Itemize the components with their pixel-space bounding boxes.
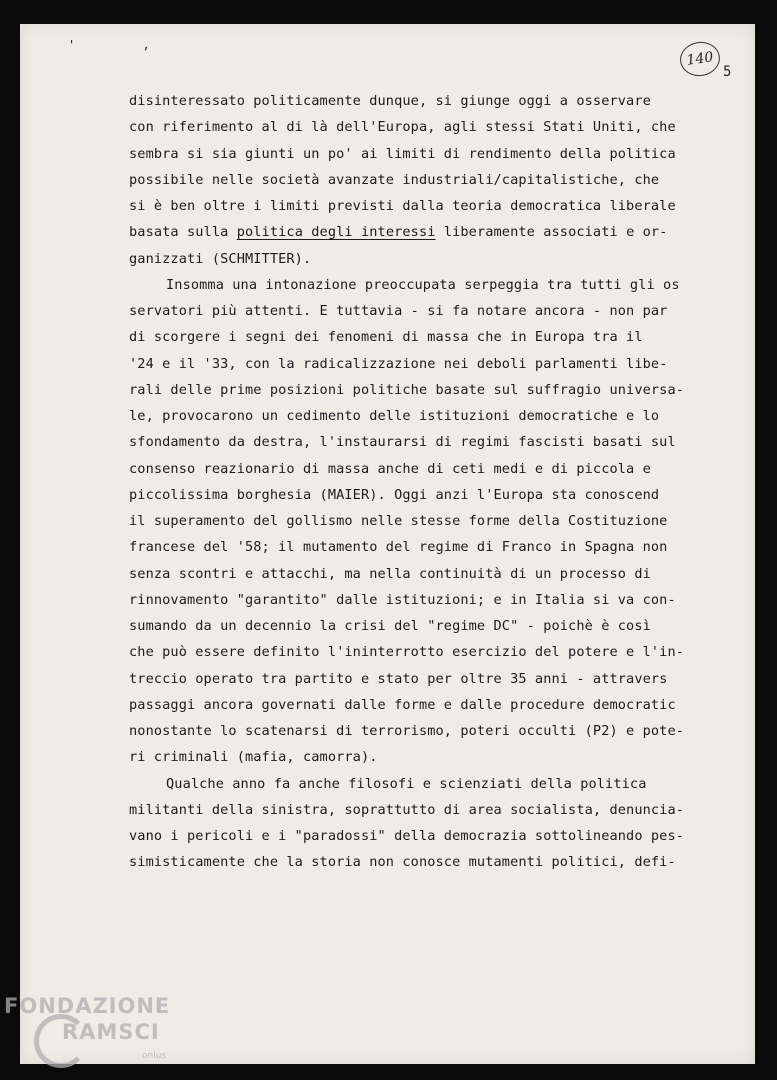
watermark-line-2: RAMSCI: [62, 1020, 160, 1044]
archive-number-stamp: 140: [678, 39, 722, 78]
text-line: Insomma una intonazione preoccupata serpeggia tra tutti gli os: [166, 276, 680, 293]
paragraph-1: [129, 88, 729, 272]
text-line: consenso reazionario di massa anche di ceti medi e di piccola e: [129, 460, 651, 477]
text-line: il superamento del gollismo nelle stesse forme della Costituzione: [129, 513, 668, 529]
text-segment: basata sulla: [129, 224, 237, 241]
text-line: le, provocarono un cedimento delle istituzioni democratiche e lo: [129, 408, 660, 424]
text-line: possibile nelle società avanzate industriali/capitalistiche, che: [129, 171, 660, 188]
text-line: con riferimento al di là dell'Europa, agli stessi Stati Uniti, che: [129, 119, 676, 136]
corner-marks: ' ,: [68, 38, 180, 52]
text-line: rinnovamento "garantito" dalle istituzioni; e in Italia si va con-: [129, 591, 676, 608]
text-line: di scorgere i segni dei fenomeni di massa che in Europa tra il: [129, 329, 643, 346]
text-line: vano i pericoli e i "paradossi" della democrazia sottolineando pes-: [129, 828, 685, 844]
text-segment: liberamente associati e or-: [435, 224, 668, 241]
watermark-line-1: FONDAZIONE: [4, 994, 171, 1018]
text-line: ganizzati (SCHMITTER).: [129, 250, 312, 267]
text-line: sumando da un decennio la crisi del "regime DC" - poichè è così: [129, 618, 651, 634]
text-line: che può essere definito l'ininterrotto esercizio del potere e l'in-: [129, 644, 685, 661]
text-line: nonostante lo scatenarsi di terrorismo, poteri occulti (P2) e pote-: [129, 723, 685, 739]
underlined-phrase: politica degli interessi: [236, 224, 436, 241]
text-line: sfondamento da destra, l'instaurarsi di regimi fascisti basati sul: [129, 434, 676, 451]
text-line: militanti della sinistra, soprattutto di area socialista, denuncia-: [129, 801, 685, 818]
typewritten-text: [129, 88, 729, 876]
text-line: senza scontri e attacchi, ma nella continuità di un processo di: [129, 565, 651, 582]
paragraph-3: [129, 771, 729, 876]
watermark-line-3: onlus: [142, 1051, 167, 1061]
page-number: 5: [723, 64, 732, 80]
text-line: piccolissima borghesia (MAIER). Oggi anzi l'Europa sta conoscend: [129, 486, 660, 503]
paragraph-2: [129, 272, 729, 771]
text-line: servatori più attenti. E tuttavia - si fa notare ancora - non par: [129, 303, 668, 319]
text-line: disinteressato politicamente dunque, si giunge oggi a osservare: [129, 93, 651, 109]
text-line: Qualche anno fa anche filosofi e scienziati della politica: [166, 775, 647, 792]
text-line: '24 e il '33, con la radicalizzazione nei deboli parlamenti libe-: [129, 355, 668, 372]
fondazione-gramsci-watermark: [4, 994, 171, 1061]
text-line: francese del '58; il mutamento del regime di Franco in Spagna non: [129, 539, 668, 556]
text-line: treccio operato tra partito e stato per oltre 35 anni - attravers: [129, 670, 668, 687]
text-line: sembra si sia giunti un po' ai limiti di rendimento della politica: [129, 145, 676, 162]
text-line: passaggi ancora governati dalle forme e dalle procedure democratic: [129, 696, 676, 713]
text-line: si è ben oltre i limiti previsti dalla teoria democratica liberale: [129, 198, 676, 214]
text-line: [129, 219, 729, 245]
text-line: simisticamente che la storia non conosce mutamenti politici, defi-: [129, 854, 676, 871]
text-line: ri criminali (mafia, camorra).: [129, 749, 378, 766]
text-line: rali delle prime posizioni politiche basate sul suffragio universa-: [129, 381, 685, 398]
